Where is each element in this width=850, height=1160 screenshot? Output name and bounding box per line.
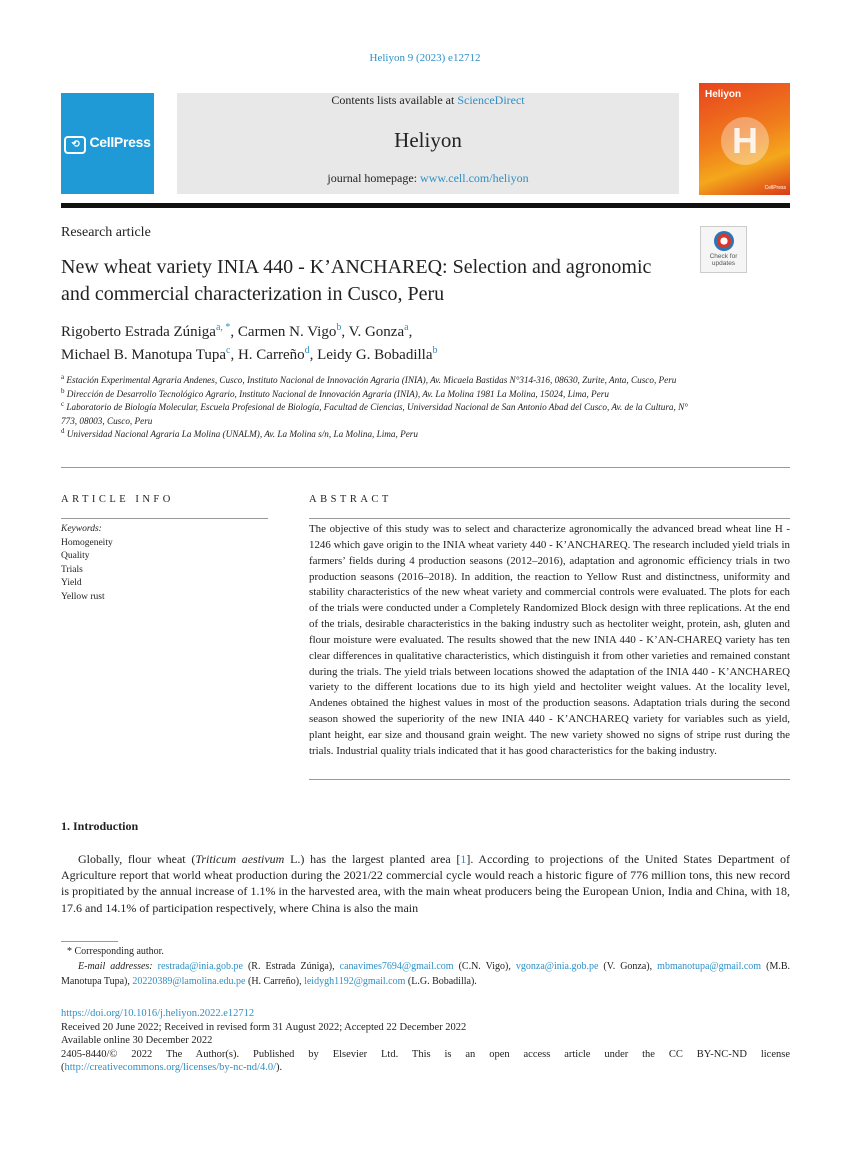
- email-link[interactable]: restrada@inia.gob.pe: [157, 961, 243, 972]
- affiliation: $^a$ Estación Experimental Agraria Andenes, Cusco, Instituto Nacional de Innovación Agraria (INIA), Av. Micaela Bastidas N°314-316, 08630, Zurite, Anta, Cusco, Peru: [61, 372, 677, 385]
- article-type: Research article: [61, 225, 151, 240]
- author-affiliation-mark[interactable]: a: [404, 322, 409, 333]
- author-name[interactable]: V. Gonza: [348, 324, 405, 340]
- keyword: Yield: [61, 578, 82, 588]
- contents-line: Contents lists available at ScienceDirect: [331, 93, 525, 107]
- homepage-line: journal homepage: www.cell.com/heliyon: [327, 171, 529, 185]
- author-name[interactable]: Leidy G. Bobadilla: [317, 347, 433, 363]
- author-affiliation-mark[interactable]: b: [432, 345, 438, 356]
- homepage-link[interactable]: www.cell.com/heliyon: [420, 171, 529, 185]
- cover-footer: CellPress: [764, 185, 786, 191]
- affiliation: $^d$ Universidad Nacional Agraria La Molina (UNALM), Av. La Molina s/n, La Molina, Lima, Peru: [61, 426, 418, 439]
- corresponding-author-note: * Corresponding author.: [67, 946, 164, 957]
- author-affiliation-mark[interactable]: d: [304, 345, 310, 356]
- cellpress-logo-text: CellPress: [89, 133, 151, 150]
- front-matter: [61, 1007, 790, 1075]
- keyword: Trials: [61, 564, 83, 575]
- author-list: Rigoberto Estrada Zúniga$^{a, *}$, Carmen N. Vigo$^b$, V. Gonza$^a$, Michael B. Manotupa Tupa$^c$, H. Carreño$^d$, Leidy G. Bobadilla$^b$: [61, 322, 438, 363]
- species-name: Triticum aestivum: [195, 852, 285, 866]
- author-affiliation-mark[interactable]: b: [336, 322, 342, 333]
- journal-header: [61, 83, 790, 195]
- keyword: Quality: [61, 551, 90, 561]
- journal-reference[interactable]: Heliyon 9 (2023) e12712: [369, 52, 481, 64]
- section-divider: [61, 467, 790, 468]
- footnotes: [61, 944, 790, 989]
- author-affiliation-mark[interactable]: c: [226, 345, 231, 356]
- author-affiliation-mark[interactable]: a, *: [215, 322, 231, 333]
- journal-cover-image[interactable]: [699, 83, 790, 195]
- received-dates: Received 20 June 2022; Received in revised form 31 August 2022; Accepted 22 December 2022: [61, 1021, 467, 1033]
- introduction-paragraph: Globally, flour wheat (Triticum aestivum L.) has the largest planted area [1]. According to projections of the United States Department of Agriculture report that world wheat production during the 2021/22 commercial cycle would reach a historic figure of 776 million tons, this new record is propitiated by the annual increase of 1.1% in the harvested area, with the main wheat producers being the European Union, India and China, with 18, 17.6 and 14.1% of participation respectively, where China is also the main: [61, 852, 790, 915]
- author-name[interactable]: Rigoberto Estrada Zúniga: [61, 324, 216, 340]
- article-info-heading: ARTICLE INFO: [61, 494, 174, 505]
- cover-letter: H: [721, 117, 769, 165]
- keyword: Homogeneity: [61, 537, 113, 548]
- license-statement: 2405-8440/© 2022 The Author(s). Published by Elsevier Ltd. This is an open access article under the CC BY-NC-ND license: [61, 1048, 790, 1060]
- footnote-divider: [61, 941, 118, 942]
- author-name[interactable]: Carmen N. Vigo: [237, 324, 337, 340]
- available-online: Available online 30 December 2022: [61, 1035, 213, 1046]
- email-addresses: E-mail addresses: restrada@inia.gob.pe (R. Estrada Zúniga), canavimes7694@gmail.com (C.N. Vigo), vgonza@inia.gob.pe (V. Gonza), mbmanotupa@gmail.com (M.B. Manotupa Tupa), 20220389@lamolina.edu.pe (H. Carreño), leidygh1192@gmail.com (L.G. Bobadilla).: [61, 961, 790, 987]
- cellpress-logo[interactable]: [61, 93, 154, 194]
- cover-title: Heliyon: [705, 89, 742, 100]
- keywords-list: [61, 523, 113, 604]
- corresponding-mark: *: [67, 946, 72, 957]
- reference-link[interactable]: 1: [460, 852, 467, 866]
- keyword: Yellow rust: [61, 591, 105, 602]
- abstract-divider: [309, 518, 790, 519]
- doi-link[interactable]: https://doi.org/10.1016/j.heliyon.2022.e12712: [61, 1008, 255, 1019]
- author-name[interactable]: H. Carreño: [237, 347, 305, 363]
- check-updates-icon: [714, 231, 734, 251]
- keywords-label: Keywords:: [61, 524, 102, 534]
- affiliation: $^c$ Laboratorio de Biología Molecular, Escuela Profesional de Biología, Facultad de Ciencias, Universidad Nacional de San Antonio Abad del Cusco, Av. de la Cultura, N° 773, 08003, Cusco, Peru: [61, 399, 688, 426]
- journal-name: Heliyon: [394, 128, 462, 152]
- header-divider: [61, 203, 790, 208]
- email-link[interactable]: mbmanotupa@gmail.com: [657, 961, 762, 972]
- introduction-heading: 1. Introduction: [61, 819, 139, 833]
- affiliation: $^b$ Dirección de Desarrollo Tecnológico Agrario, Instituto Nacional de Innovación Agraria (INIA), Av. La Molina 1981 La Molina, 15024, Lima, Peru: [61, 386, 609, 399]
- license-url-line: (http://creativecommons.org/licenses/by-nc-nd/4.0/).: [61, 1062, 283, 1073]
- abstract-text: The objective of this study was to select and characterize agronomically the advanced bread wheat line H - 1246 which gave origin to the INIA wheat variety 440 - K’ANCHAREQ. The research included yield trials in farmers’ fields during 4 production seasons (2012–2016), adaptation and agronomic efficiency trials in two production seasons (2016–2018). In addition, the reaction to Yellow Rust and distinctness, uniformity and stability characteristics of the new wheat variety and commercial controls were evaluated. The plots for each of the trials were conducted under a Completely Randomized Block design with three replications. At the end of the trials, desirable characteristics in the baking industry such as hectoliter weight, protein, ash, gluten and flour moisture were evaluated. The results showed that the new INIA 440 - K’AN-CHAREQ variety has ten clear differences in qualitative characteristics, which distinguish it from other varieties and remained constant during the trials. The yield trials between locations showed the adaptation of the INIA 440 - K’ANCHAREQ variety to the different locations due to its high yield and hectoliter weight values. At the locality level, Andenes obtained the highest values in most of the production seasons. Adaptation trials during the second season showed the superiority of the new INIA 440 - K’ANCHAREQ variety for variables such as yield, plant height, ear size and thousand grain weight. The new variety showed no signs of stripe rust during the trials. Industrial quality trials indicated that it has good characteristics for the baking industry.: [309, 523, 790, 757]
- email-link[interactable]: canavimes7694@gmail.com: [339, 961, 454, 972]
- article-info-divider: [61, 518, 268, 519]
- abstract-heading: ABSTRACT: [309, 494, 392, 505]
- journal-banner: [177, 93, 679, 194]
- affiliations: [61, 374, 701, 442]
- license-link[interactable]: http://creativecommons.org/licenses/by-nc-nd/4.0/: [64, 1062, 277, 1073]
- sciencedirect-link[interactable]: ScienceDirect: [457, 93, 525, 107]
- email-link[interactable]: vgonza@inia.gob.pe: [515, 961, 599, 972]
- check-for-updates-button[interactable]: [700, 226, 747, 273]
- abstract-bottom-divider: [309, 779, 790, 780]
- author-name[interactable]: Michael B. Manotupa Tupa: [61, 347, 226, 363]
- check-updates-label: Check for updates: [709, 253, 738, 267]
- cellpress-mark-icon: ⟲: [64, 136, 86, 154]
- email-link[interactable]: 20220389@lamolina.edu.pe: [132, 976, 246, 987]
- article-title: New wheat variety INIA 440 - K’ANCHAREQ: Selection and agronomic and commercial characterization in Cusco, Peru: [61, 256, 652, 305]
- email-link[interactable]: leidygh1192@gmail.com: [304, 976, 406, 987]
